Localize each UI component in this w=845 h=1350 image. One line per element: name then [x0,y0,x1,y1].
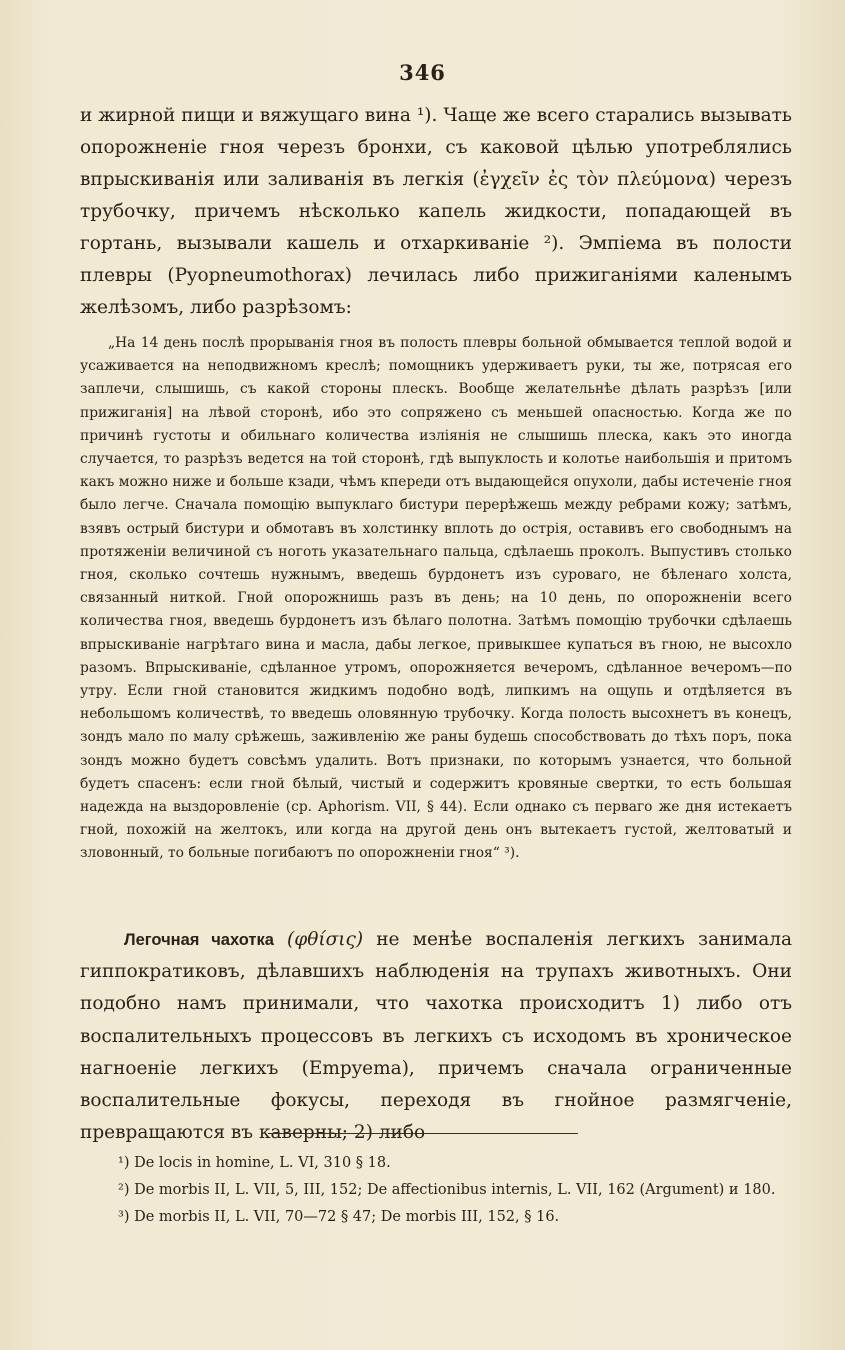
quotation-text: „На 14 день послѣ прорыванія гноя въ полость плевры больной обмывается теплой водой и усаживается на неподвижномъ креслѣ; помощникъ удерживаетъ руки, ты же, потрясая его заплечи, слышишь, съ какой стороны плескъ. Вообще желательнѣе дѣлать разрѣзъ [или прижиганія] на лѣвой сторонѣ, ибо это сопряжено съ меньшей опасностью. Когда же по причинѣ густоты и обильнаго количества изліянія не слышишь плеска, какъ это иногда случается, то разрѣзъ ведется на той сторонѣ, гдѣ выпуклость и колотье наибольшія и притомъ какъ можно ниже и больше кзади, чѣмъ кпереди отъ выдающейся опухоли, дабы истеченіе гноя было легче. Сначала помощію выпуклаго бистури перерѣжешь между ребрами кожу; затѣмъ, взявъ острый бистури и обмотавъ въ холстинку вплоть до острія, оставивъ его свободнымъ на протяженіи величиной съ ноготь указательнаго пальца, сдѣлаешь проколъ. Выпустивъ столько гноя, сколько сочтешь нужнымъ, введешь бурдонетъ изъ суроваго, не бѣленаго холста, связанный ниткой. Гной опорожнишь разъ въ день; на 10 день, по опорожненіи всего количества гноя, введешь бурдонетъ изъ бѣлаго полотна. Затѣмъ помощію трубочки сдѣлаешь впрыскиваніе нагрѣтаго вина и масла, дабы легкое, привыкшее купаться въ гною, не высохло разомъ. Впрыскиваніе, сдѣланное утромъ, опорожняется вечеромъ, сдѣланное вечеромъ—по утру. Если гной становится жидкимъ подобно водѣ, липкимъ на ощупь и отдѣляется въ небольшомъ количествѣ, то введешь оловянную трубочку. Когда полость высохнетъ въ конецъ, зондъ мало по малу срѣжешь, заживленію же раны будешь способствовать до тѣхъ поръ, пока зондъ можно будетъ совсѣмъ удалить. Вотъ признаки, по которымъ узнается, что больной будетъ спасенъ: если гной бѣлый, чистый и содержитъ кровяные свертки, то есть большая надежда на выздоровленіе (ср. Aphorism. VII, § 44). Если однако съ перваго же дня истекаетъ гной, похожій на желтокъ, или когда на другой день онъ вытекаетъ густой, желтоватый и зловонный, то больные погибаютъ по опорожненіи гноя“ ³). [80,335,792,862]
footnote-divider [268,1133,578,1134]
footnotes [80,1150,792,1231]
intro-paragraph [80,100,792,324]
phthisis-text [80,924,792,1149]
hippocratic-quotation [80,332,792,866]
footnote-2: ²) De morbis II, L. VII, 5, III, 152; De affectionibus internis, L. VII, 162 (Argument) и 180. [118,1182,776,1198]
phthisis-paragraph [80,924,792,1149]
footnote-3: ³) De morbis II, L. VII, 70—72 § 47; De morbis III, 152, § 16. [118,1209,560,1225]
page-number: 346 [399,60,446,85]
section-title: Легочная чахотка [124,931,274,949]
section-body: не менѣе воспаленія легкихъ занимала гиппократиковъ, дѣлавшихъ наблюденія на трупахъ животныхъ. Они подобно намъ принимали, что чахотка происходитъ 1) либо отъ воспалительныхъ процессовъ въ легкихъ съ исходомъ въ хроническое нагноеніе легкихъ (Empyema), причемъ сначала ограниченные воспалительные фокусы, переходя въ гнойное размягченіе, превращаются въ каверны; 2) либо [80,929,792,1144]
intro-text: и жирной пищи и вяжущаго вина ¹). Чаще же всего старались вызывать опорожненіе гноя черезъ бронхи, съ каковой цѣлью употреблялись впрыскиванія или заливанія въ легкія (ἐγχεῖν ἐς τὸν πλεύμονα) черезъ трубочку, причемъ нѣсколько капель жидкости, попадающей въ гортань, вызывали кашель и отхаркиваніе ²). Эмпіема въ полости плевры (Pyopneumothorax) лечилась либо прижиганіями каленымъ желѣзомъ, либо разрѣзомъ: [80,105,792,318]
greek-term: (φθίσις) [287,929,364,950]
footnote-1: ¹) De locis in homine, L. VI, 310 § 18. [118,1155,391,1171]
